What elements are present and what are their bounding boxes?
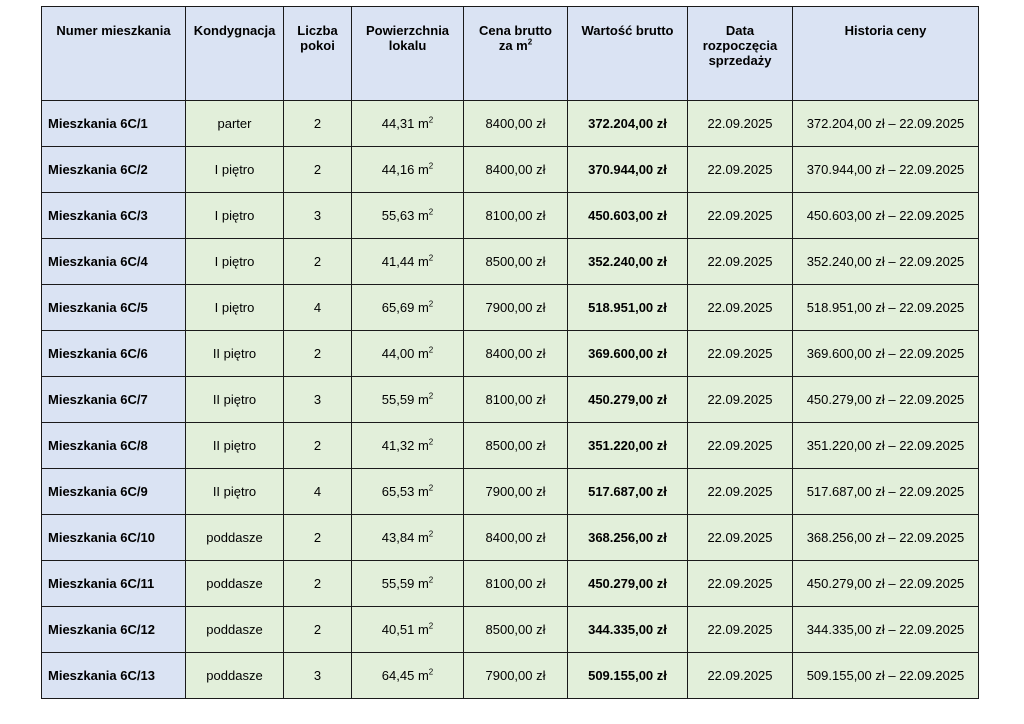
area-unit: $m^2$ (417, 621, 434, 637)
sale-start-date-cell: 22.09.2025 (688, 193, 793, 239)
price-history-cell: 450.279,00 zł – 22.09.2025 (793, 377, 979, 423)
gross-value-cell: 352.240,00 zł (568, 239, 688, 285)
table-row (42, 331, 979, 377)
apartment-number-cell: Mieszkania 6C/2 (42, 147, 186, 193)
price-per-m2-cell: 7900,00 zł (464, 653, 568, 699)
area-unit: $m^2$ (417, 437, 434, 453)
area-cell (352, 423, 464, 469)
header-sale-start-date: Data rozpoczęcia sprzedaży (688, 7, 793, 101)
price-per-m2-cell: 8100,00 zł (464, 561, 568, 607)
header-price-history: Historia ceny (793, 7, 979, 101)
area-value: 64,45 (381, 668, 415, 683)
gross-value-cell: 370.944,00 zł (568, 147, 688, 193)
area-unit: $m^2$ (417, 299, 434, 315)
area-value: 40,51 (381, 622, 415, 637)
price-per-m2-cell: 8400,00 zł (464, 515, 568, 561)
price-history-cell: 369.600,00 zł – 22.09.2025 (793, 331, 979, 377)
floor-cell: II piętro (186, 331, 284, 377)
area-cell (352, 469, 464, 515)
rooms-cell: 2 (284, 423, 352, 469)
area-unit: $m^2$ (417, 161, 434, 177)
area-value: 41,32 (381, 438, 415, 453)
apartment-number-cell: Mieszkania 6C/10 (42, 515, 186, 561)
area-value: 55,63 (381, 208, 415, 223)
rooms-cell: 2 (284, 147, 352, 193)
floor-cell: II piętro (186, 423, 284, 469)
rooms-cell: 4 (284, 285, 352, 331)
sale-start-date-cell: 22.09.2025 (688, 377, 793, 423)
sale-start-date-cell: 22.09.2025 (688, 331, 793, 377)
floor-cell: II piętro (186, 377, 284, 423)
header-price-per-m2: Cena brutto za $m^2$ (464, 7, 568, 101)
area-value: 55,59 (381, 392, 415, 407)
floor-cell: poddasze (186, 607, 284, 653)
header-area: Powierzchnia lokalu (352, 7, 464, 101)
price-per-m2-cell: 8500,00 zł (464, 239, 568, 285)
price-history-cell: 370.944,00 zł – 22.09.2025 (793, 147, 979, 193)
rooms-cell: 3 (284, 193, 352, 239)
area-unit: $m^2$ (417, 391, 434, 407)
apartment-price-table (41, 6, 979, 699)
price-history-cell: 344.335,00 zł – 22.09.2025 (793, 607, 979, 653)
area-unit: $m^2$ (417, 115, 434, 131)
table-row (42, 193, 979, 239)
area-value: 41,44 (381, 254, 415, 269)
table-row (42, 469, 979, 515)
sale-start-date-cell: 22.09.2025 (688, 147, 793, 193)
sale-start-date-cell: 22.09.2025 (688, 515, 793, 561)
area-cell (352, 561, 464, 607)
price-history-cell: 518.951,00 zł – 22.09.2025 (793, 285, 979, 331)
floor-cell: poddasze (186, 515, 284, 561)
area-cell (352, 147, 464, 193)
sale-start-date-cell: 22.09.2025 (688, 239, 793, 285)
rooms-cell: 2 (284, 331, 352, 377)
sale-start-date-cell: 22.09.2025 (688, 423, 793, 469)
price-per-m2-cell: 8100,00 zł (464, 193, 568, 239)
price-history-cell: 509.155,00 zł – 22.09.2025 (793, 653, 979, 699)
apartment-number-cell: Mieszkania 6C/6 (42, 331, 186, 377)
apartment-number-cell: Mieszkania 6C/8 (42, 423, 186, 469)
rooms-cell: 2 (284, 239, 352, 285)
gross-value-cell: 450.279,00 zł (568, 561, 688, 607)
price-per-m2-cell: 8500,00 zł (464, 607, 568, 653)
floor-cell: poddasze (186, 653, 284, 699)
floor-cell: I piętro (186, 193, 284, 239)
apartment-number-cell: Mieszkania 6C/7 (42, 377, 186, 423)
floor-cell: I piętro (186, 147, 284, 193)
gross-value-cell: 450.603,00 zł (568, 193, 688, 239)
area-value: 44,16 (381, 162, 415, 177)
rooms-cell: 2 (284, 561, 352, 607)
sale-start-date-cell: 22.09.2025 (688, 653, 793, 699)
sale-start-date-cell: 22.09.2025 (688, 285, 793, 331)
area-unit: $m^2$ (417, 345, 434, 361)
gross-value-cell: 368.256,00 zł (568, 515, 688, 561)
header-floor: Kondygnacja (186, 7, 284, 101)
header-apartment-number: Numer mieszkania (42, 7, 186, 101)
area-cell (352, 239, 464, 285)
floor-cell: parter (186, 101, 284, 147)
area-cell (352, 515, 464, 561)
area-cell (352, 377, 464, 423)
floor-cell: poddasze (186, 561, 284, 607)
sale-start-date-cell: 22.09.2025 (688, 561, 793, 607)
table-row (42, 515, 979, 561)
gross-value-cell: 450.279,00 zł (568, 377, 688, 423)
area-unit: $m^2$ (417, 483, 434, 499)
area-unit: $m^2$ (417, 529, 434, 545)
apartment-number-cell: Mieszkania 6C/4 (42, 239, 186, 285)
price-per-m2-cell: 7900,00 zł (464, 469, 568, 515)
price-history-cell: 517.687,00 zł – 22.09.2025 (793, 469, 979, 515)
gross-value-cell: 509.155,00 zł (568, 653, 688, 699)
table-row (42, 561, 979, 607)
area-cell (352, 653, 464, 699)
area-cell (352, 607, 464, 653)
gross-value-cell: 517.687,00 zł (568, 469, 688, 515)
sale-start-date-cell: 22.09.2025 (688, 101, 793, 147)
rooms-cell: 2 (284, 515, 352, 561)
area-unit: $m^2$ (417, 667, 434, 683)
table-row (42, 101, 979, 147)
price-history-cell: 352.240,00 zł – 22.09.2025 (793, 239, 979, 285)
apartment-number-cell: Mieszkania 6C/1 (42, 101, 186, 147)
area-unit: $m^2$ (417, 207, 434, 223)
header-gross-value: Wartość brutto (568, 7, 688, 101)
area-cell (352, 331, 464, 377)
area-value: 44,00 (381, 346, 415, 361)
price-history-cell: 368.256,00 zł – 22.09.2025 (793, 515, 979, 561)
area-unit: $m^2$ (417, 575, 434, 591)
apartment-number-cell: Mieszkania 6C/5 (42, 285, 186, 331)
gross-value-cell: 372.204,00 zł (568, 101, 688, 147)
apartment-number-cell: Mieszkania 6C/13 (42, 653, 186, 699)
table-row (42, 239, 979, 285)
price-per-m2-cell: 8500,00 zł (464, 423, 568, 469)
rooms-cell: 3 (284, 653, 352, 699)
area-value: 44,31 (381, 116, 415, 131)
area-unit: $m^2$ (417, 253, 434, 269)
apartment-number-cell: Mieszkania 6C/11 (42, 561, 186, 607)
rooms-cell: 2 (284, 101, 352, 147)
table-row (42, 653, 979, 699)
table-header-row (42, 7, 979, 101)
price-per-m2-cell: 8100,00 zł (464, 377, 568, 423)
area-cell (352, 285, 464, 331)
price-history-cell: 351.220,00 zł – 22.09.2025 (793, 423, 979, 469)
area-value: 55,59 (381, 576, 415, 591)
price-history-cell: 450.603,00 zł – 22.09.2025 (793, 193, 979, 239)
rooms-cell: 2 (284, 607, 352, 653)
header-rooms: Liczba pokoi (284, 7, 352, 101)
apartment-number-cell: Mieszkania 6C/9 (42, 469, 186, 515)
table-row (42, 147, 979, 193)
floor-cell: II piętro (186, 469, 284, 515)
price-per-m2-cell: 8400,00 zł (464, 147, 568, 193)
floor-cell: I piętro (186, 239, 284, 285)
area-value: 65,53 (381, 484, 415, 499)
price-per-m2-cell: 7900,00 zł (464, 285, 568, 331)
sale-start-date-cell: 22.09.2025 (688, 607, 793, 653)
table-row (42, 423, 979, 469)
rooms-cell: 4 (284, 469, 352, 515)
table-body (42, 101, 979, 699)
price-history-cell: 450.279,00 zł – 22.09.2025 (793, 561, 979, 607)
gross-value-cell: 369.600,00 zł (568, 331, 688, 377)
gross-value-cell: 344.335,00 zł (568, 607, 688, 653)
apartment-number-cell: Mieszkania 6C/3 (42, 193, 186, 239)
price-history-cell: 372.204,00 zł – 22.09.2025 (793, 101, 979, 147)
price-per-m2-cell: 8400,00 zł (464, 331, 568, 377)
area-value: 43,84 (381, 530, 415, 545)
floor-cell: I piętro (186, 285, 284, 331)
table-row (42, 285, 979, 331)
sale-start-date-cell: 22.09.2025 (688, 469, 793, 515)
area-value: 65,69 (381, 300, 415, 315)
gross-value-cell: 351.220,00 zł (568, 423, 688, 469)
table-row (42, 377, 979, 423)
area-cell (352, 101, 464, 147)
apartment-number-cell: Mieszkania 6C/12 (42, 607, 186, 653)
table-row (42, 607, 979, 653)
price-per-m2-cell: 8400,00 zł (464, 101, 568, 147)
area-cell (352, 193, 464, 239)
rooms-cell: 3 (284, 377, 352, 423)
gross-value-cell: 518.951,00 zł (568, 285, 688, 331)
